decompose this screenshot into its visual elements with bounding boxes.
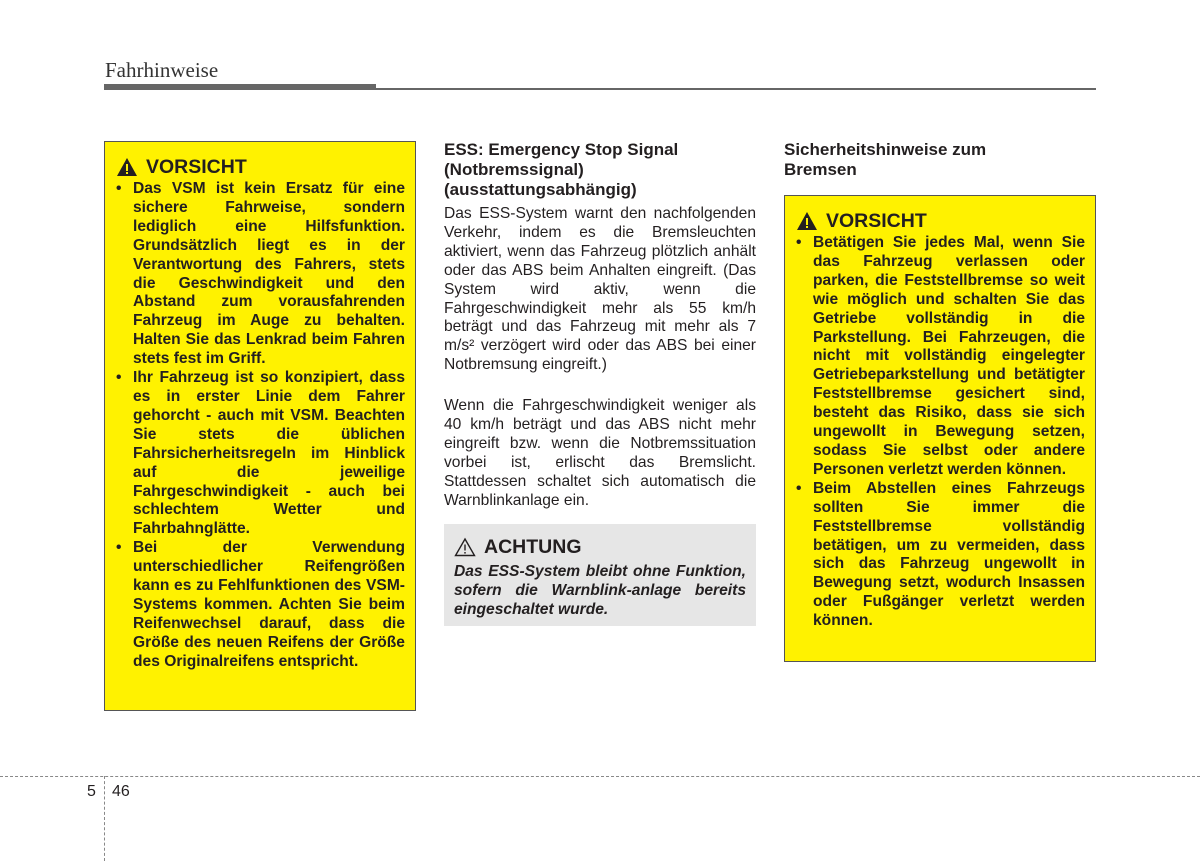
caution-box-brakes — [784, 195, 1096, 662]
section-number: 5 — [87, 783, 96, 800]
caution-heading — [796, 210, 1085, 232]
caution-item: • Beim Abstellen eines Fahrzeugs sollten Sie immer die Feststellbremse vollständig betätigen, um zu vermeiden, dass sich das Fahrzeug ungewollt in Bewegung setzt, wodurch Insassen oder Fußgänger verletzt werden können. — [796, 480, 1085, 631]
brake-section-title: Sicherheitshinweise zum Bremsen — [784, 140, 987, 179]
caution-box-vsm — [104, 141, 416, 711]
caution-heading-text: VORSICHT — [146, 156, 247, 178]
ess-paragraph-1: Das ESS-System warnt den nachfolgenden Verkehr, indem es die Bremsleuchten aktiviert, wenn das Fahrzeug plötzlich anhält oder das ABS beim Anhalten eingreift. (Das System wird aktiv, wenn die Fahrgeschwindigkeit mehr als 55 km/h beträgt und das Fahrzeug mit mehr als 7 m/s² verzögert wird oder das ABS bei einer Notbremsung eingreift.) — [444, 205, 756, 374]
caution-item: • Ihr Fahrzeug ist so konzipiert, dass es in erster Linie dem Fahrer gehorcht - auch mit VSM. Beachten Sie stets die üblichen Fahrsicherheitsregeln im Hinblick auf die jeweilige Fahrgeschwindigkeit - auch bei schlechtem Wetter und Fahrbahnglätte. — [116, 369, 405, 539]
caution-item: • Bei der Verwendung unterschiedlicher Reifengrößen kann es zu Fehlfunktionen des VSM-Systems kommen. Achten Sie beim Reifenwechsel darauf, dass die Größe des neuen Reifens der Größe des Originalreifens entspricht. — [116, 539, 405, 671]
warning-outline-icon — [454, 537, 476, 557]
caution-heading — [116, 156, 405, 178]
note-text: Das ESS-System bleibt ohne Funktion, sofern die Warnblink-anlage bereits eingeschaltet wurde. — [454, 563, 746, 618]
header-rule — [104, 88, 1096, 90]
ess-section-title: ESS: Emergency Stop Signal (Notbremssignal) (ausstattungsabhängig) — [444, 140, 679, 199]
chapter-title: Fahrhinweise — [105, 58, 219, 82]
note-heading-text: ACHTUNG — [484, 536, 582, 558]
ess-paragraph-2: Wenn die Fahrgeschwindigkeit weniger als 40 km/h beträgt und das ABS nicht mehr eingreift bzw. wenn die Notbremssituation vorbei ist, erlischt das Bremslicht. Stattdessen schaltet sich automatisch die Warnblinkanlage ein. — [444, 397, 756, 509]
caution-list — [796, 234, 1085, 631]
note-box-achtung — [444, 524, 756, 626]
caution-item: • Das VSM ist kein Ersatz für eine sichere Fahrweise, sondern lediglich eine Hilfsfunktion. Grundsätzlich liegt es in der Verantwortung des Fahrers, stets die Geschwindigkeit und den Abstand zum vorausfahrenden Fahrzeug im Auge zu behalten. Halten Sie das Lenkrad beim Fahren stets fest im Griff. — [116, 180, 405, 369]
footer-margin-line — [104, 776, 105, 861]
footer-divider — [0, 776, 1200, 777]
note-heading — [454, 536, 746, 558]
warning-triangle-icon — [796, 211, 818, 231]
warning-triangle-icon — [116, 157, 138, 177]
page-number: 46 — [112, 783, 130, 800]
caution-heading-text: VORSICHT — [826, 210, 927, 232]
caution-item: • Betätigen Sie jedes Mal, wenn Sie das Fahrzeug verlassen oder parken, die Feststellbremse so weit wie möglich und schalten Sie das Getriebe vollständig in die Parkstellung. Bei Fahrzeugen, die nicht mit vollständig eingelegter Getriebeparkstellung und betätigter Feststellbremse gesichert sind, besteht das Risiko, dass sie sich ungewollt in Bewegung setzen, sodass Sie selbst oder andere Personen verletzt werden können. — [796, 234, 1085, 480]
caution-list — [116, 180, 405, 672]
